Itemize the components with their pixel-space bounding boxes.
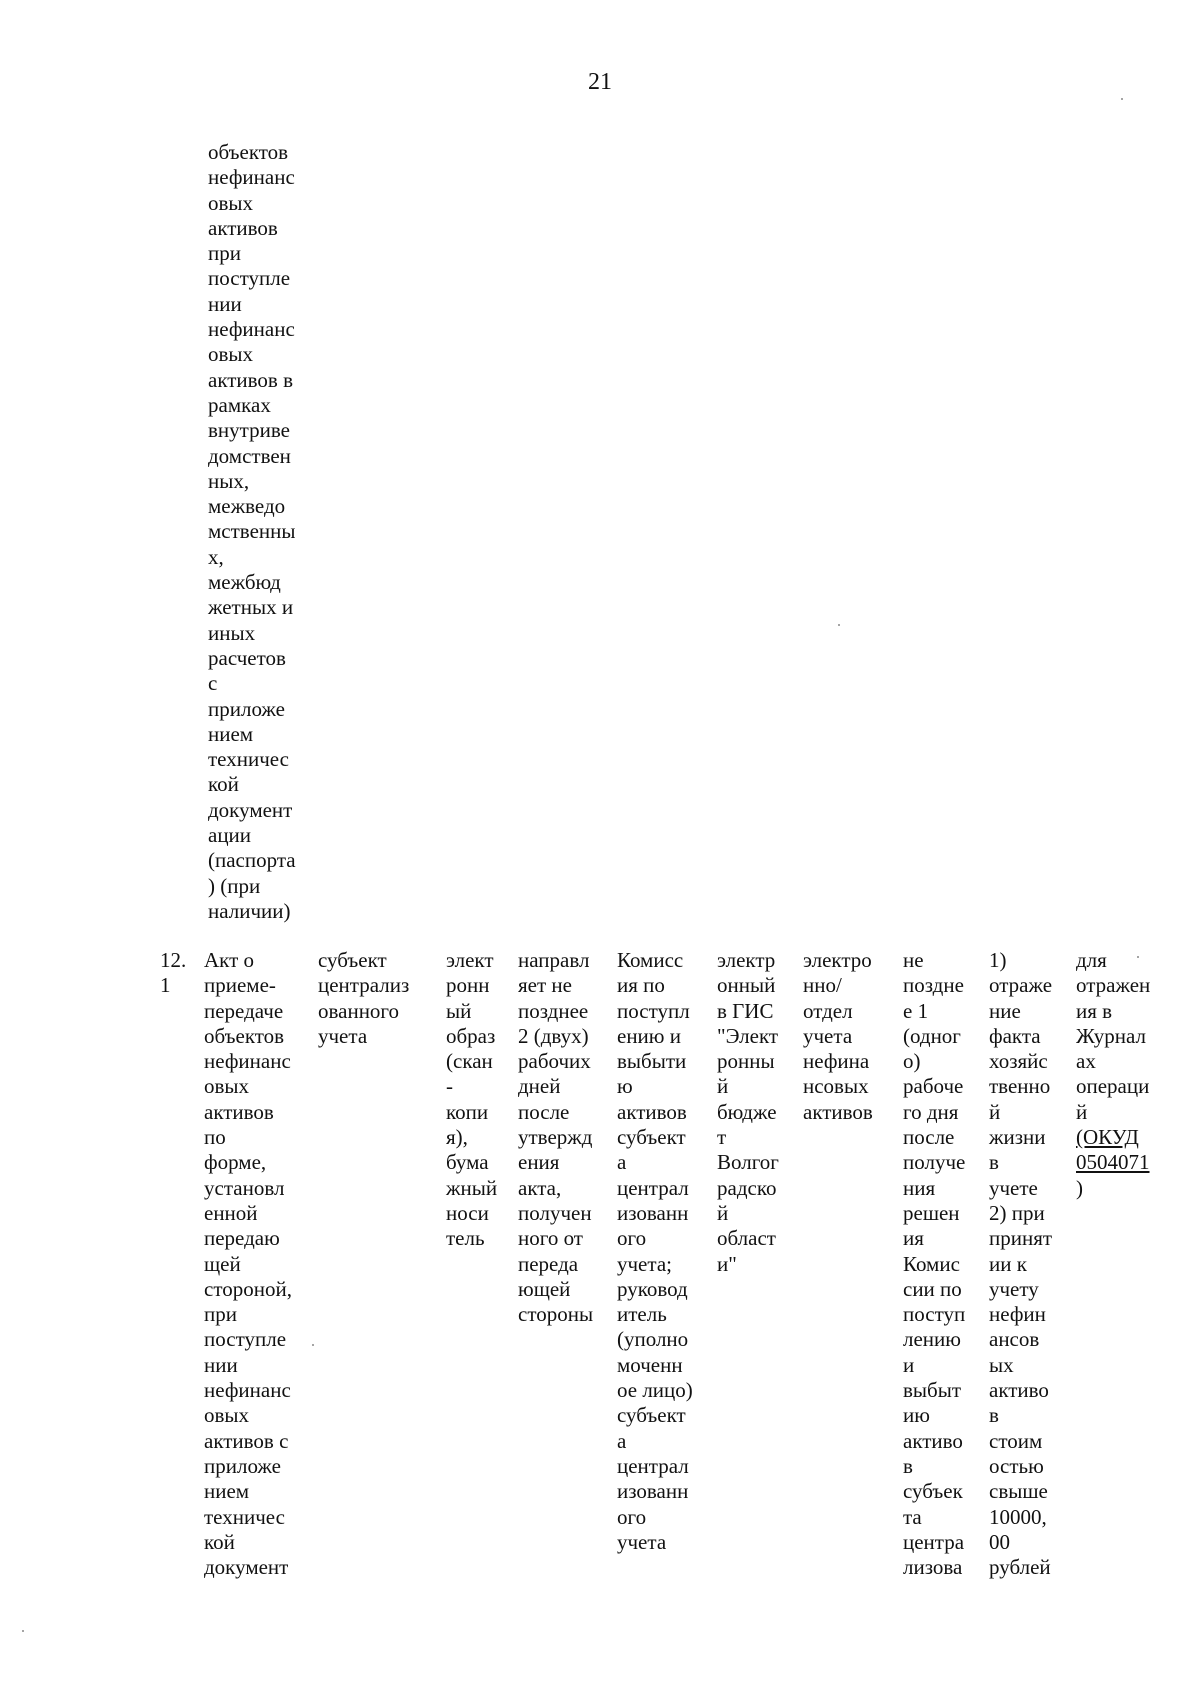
purpose-cell: 1) отраже ние факта хозяйс твенно й жизни в учете 2) при принят ии к учету нефин ансов ых активо в стоим остью свыше 10000, 00 рублей xyxy=(989,948,1053,1580)
author-cell: субъект централиз ованного учета xyxy=(318,948,410,1048)
document-name-cell: Акт о приеме- передаче объектов нефинанс овых активов по форме, установл енной передаю щей стороной, при поступле нии нефинанс овых активов с приложе нием техничес кой документ xyxy=(204,948,292,1580)
continuation-cell-text: объектов нефинанс овых активов при поступле нии нефинанс овых активов в рамках внутриве домствен ных, межведо мственны х, межбюд жетных и иных расчетов с приложе нием техничес кой документ ации (паспорта ) (при наличии) xyxy=(208,140,296,923)
scan-speck xyxy=(1121,98,1123,100)
row-number-cell: 12. 1 xyxy=(160,948,187,998)
okud-link[interactable]: (ОКУД 0504071 xyxy=(1076,1125,1150,1175)
scan-speck xyxy=(1137,956,1139,958)
journal-text-end: ) xyxy=(1076,1175,1083,1200)
scan-speck xyxy=(838,624,840,626)
journal-cell xyxy=(1076,948,1150,1201)
scan-speck xyxy=(22,1630,24,1632)
responsible-cell: Комисс ия по поступл ению и выбыти ю активов субъект а централ изованн ого учета; руковод итель (уполно моченн ое лицо) субъект а централ изованн ого учета xyxy=(617,948,693,1554)
journal-text: для отражен ия в Журнал ах операци й xyxy=(1076,948,1151,1124)
deadline-cell: направл яет не позднее 2 (двух) рабочих дней после утвержд ения акта, получен ного от переда ющей стороны xyxy=(518,948,594,1327)
format-cell: элект ронн ый образ (скан - копи я), бума жный носи тель xyxy=(446,948,498,1251)
term-cell: не поздне е 1 (одног о) рабоче го дня после получе ния решен ия Комис сии по поступ лению и выбыт ию активо в субъек та центра лизова xyxy=(903,948,966,1580)
recipient-cell: электро нно/ отдел учета нефина нсовых активов xyxy=(803,948,873,1124)
scan-speck xyxy=(312,1344,314,1346)
page-number: 21 xyxy=(588,69,612,95)
system-cell: электр онный в ГИС "Элект ронны й бюдже т Волгог радско й област и" xyxy=(717,948,779,1276)
